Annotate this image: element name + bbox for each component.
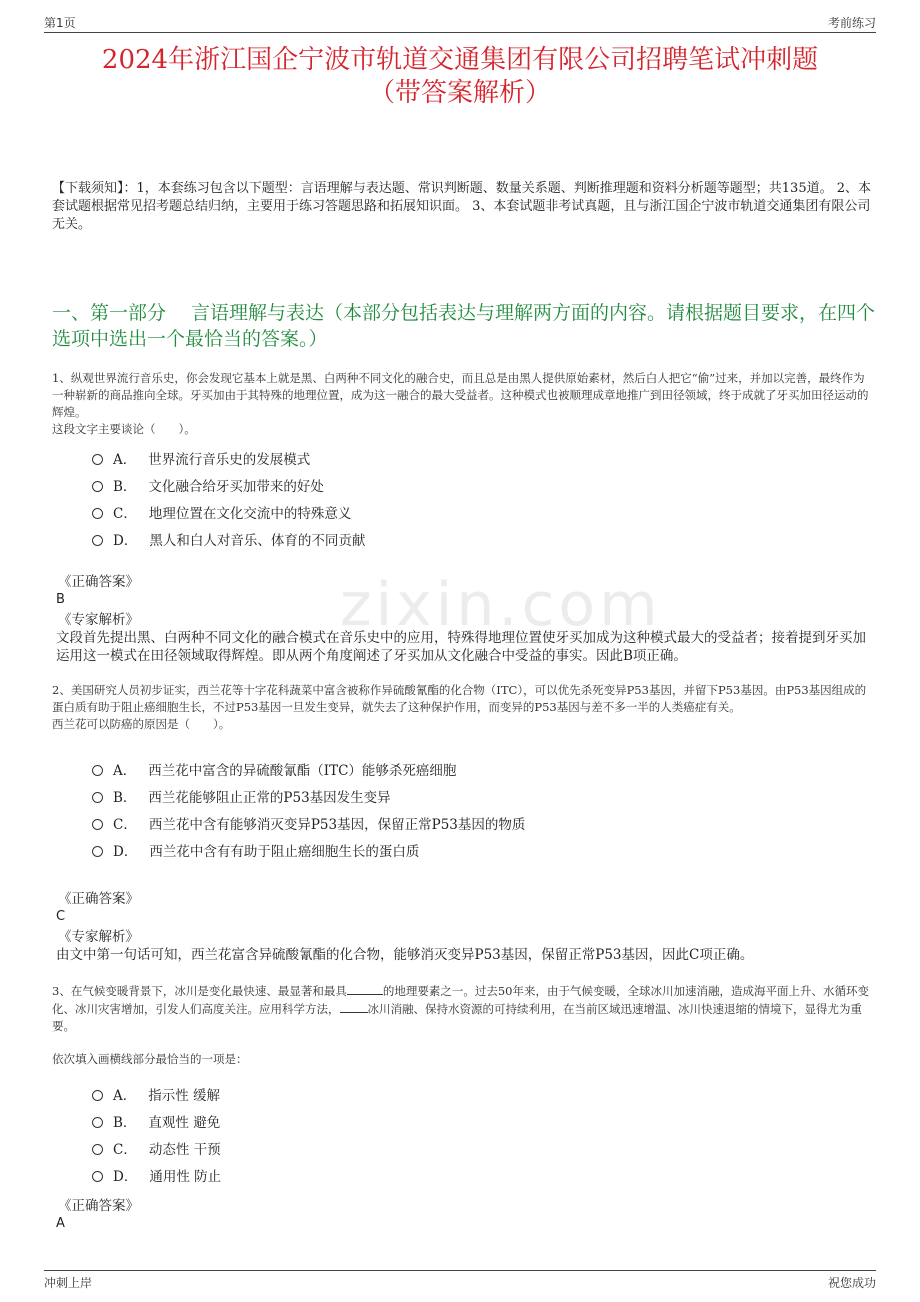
question-1-option-b[interactable]: B． 文化融合给牙买加带来的好处 (92, 477, 324, 497)
page-header (44, 14, 876, 33)
radio-icon[interactable] (92, 1171, 103, 1182)
question-1-passage: 1、纵观世界流行音乐史，你会发现它基本上就是黑、白两种不同文化的融合史，而且总是由黑人提供原始素材，然后白人把它“偷”过来，并加以完善，最终作为一种崭新的商品推向全球。牙买加由于其特殊的地理位置，成为这一融合的最大受益者。这种模式也被顺理成章地推广到田径领域，终于成就了牙买加田径运动的辉煌。 (52, 371, 869, 419)
question-3-answer-block (56, 1197, 872, 1233)
radio-icon[interactable] (92, 792, 103, 803)
question-3-answer: A (56, 1216, 65, 1231)
download-notice: 【下载须知】：1，本套练习包含以下题型：言语理解与表达题、常识判断题、数量关系题、判断推理题和资料分析题等题型；共135道。 2、本套试题根据常见招考题总结归纳，主要用于练习答题思路和拓展知识面。 3、本套试题非考试真题，且与浙江国企宁波市轨道交通集团有限公司无关。 (52, 181, 871, 232)
document-title (40, 44, 880, 110)
fill-blank-1 (347, 982, 383, 995)
question-1-analysis: 文段首先提出黑、白两种不同文化的融合模式在音乐史中的应用，特殊得地理位置使牙买加成为这种模式最大的受益者；接着提到牙买加运用这一模式在田径领域取得辉煌。即从两个角度阐述了牙买加从文化融合中受益的事实。因此B项正确。 (56, 630, 866, 664)
analysis-label: 《专家解析》 (58, 612, 139, 628)
radio-icon[interactable] (92, 508, 103, 519)
radio-icon[interactable] (92, 846, 103, 857)
analysis-label: 《专家解析》 (58, 929, 139, 945)
question-3-option-a[interactable]: A． 指示性 缓解 (92, 1086, 220, 1106)
question-2-stem (52, 682, 876, 733)
question-2-option-b[interactable]: B． 西兰花能够阻止正常的P53基因发生变异 (92, 788, 391, 808)
page-number: 第1页 (44, 16, 76, 30)
question-1-stem (52, 370, 876, 438)
radio-icon[interactable] (92, 535, 103, 546)
answer-label: 《正确答案》 (58, 574, 139, 590)
title-line-2: （带答案解析） (368, 78, 551, 108)
question-3-option-b[interactable]: B． 直观性 避免 (92, 1113, 220, 1133)
question-3-passage: 3、在气候变暖背景下，冰川是变化最快速、最显著和最具 的地理要素之一。过去50年来，由于气候变暖，全球冰川加速消融，造成海平面上升、水循环变化、冰川灾害增加，引发人们高度关注。应用科学方法， 冰川消融、保持水资源的可持续利用，在当前区域迅速增温、冰川快速退缩的情境下，显得尤为重要。 (52, 984, 869, 1033)
radio-icon[interactable] (92, 454, 103, 465)
radio-icon[interactable] (92, 765, 103, 776)
question-2-passage: 2、美国研究人员初步证实，西兰花等十字花科蔬菜中富含被称作异硫酸氰酯的化合物（ITC），可以优先杀死变异P53基因，并留下P53基因。由P53基因组成的蛋白质有助于阻止癌细胞生长，不过P53基因一旦发生变异，就失去了这种保护作用，而变异的P53基因与差不多一半的人类癌症有关。 (52, 683, 867, 714)
question-3-stem (52, 982, 876, 1068)
section-heading: 一、第一部分 言语理解与表达（本部分包括表达与理解两方面的内容。请根据题目要求，在四个选项中选出一个最恰当的答案。） (52, 302, 876, 350)
question-3-option-d[interactable]: D． 通用性 防止 (92, 1167, 221, 1187)
radio-icon[interactable] (92, 1090, 103, 1101)
question-1-answer: B (56, 592, 65, 607)
footer-left: 冲刺上岸 (44, 1276, 93, 1290)
question-2-analysis: 由文中第一句话可知，西兰花富含异硫酸氰酯的化合物，能够消灭变异P53基因，保留正常P53基因，因此C项正确。 (56, 947, 754, 963)
question-2-option-c[interactable]: C． 西兰花中含有能够消灭变异P53基因，保留正常P53基因的物质 (92, 815, 525, 835)
answer-label: 《正确答案》 (58, 1198, 139, 1214)
header-label: 考前练习 (827, 16, 876, 30)
watermark: zixin.com (340, 570, 662, 640)
question-2-answer: C (56, 909, 66, 924)
radio-icon[interactable] (92, 481, 103, 492)
fill-blank-2 (340, 1000, 368, 1013)
question-1-answer-block (56, 573, 872, 665)
question-2-answer-block (56, 890, 872, 964)
question-2-option-a[interactable]: A． 西兰花中富含的异硫酸氰酯（ITC）能够杀死癌细胞 (92, 761, 456, 781)
question-1-option-d[interactable]: D． 黑人和白人对音乐、体育的不同贡献 (92, 531, 365, 551)
footer-right: 祝您成功 (827, 1276, 876, 1290)
question-1-prompt: 这段文字主要谈论（ ）。 (52, 422, 196, 436)
question-1-option-a[interactable]: A． 世界流行音乐史的发展模式 (92, 450, 310, 470)
radio-icon[interactable] (92, 1144, 103, 1155)
question-3-option-c[interactable]: C． 动态性 干预 (92, 1140, 221, 1160)
answer-label: 《正确答案》 (58, 891, 139, 907)
question-2-option-d[interactable]: D． 西兰花中含有有助于阻止癌细胞生长的蛋白质 (92, 842, 419, 862)
question-2-prompt: 西兰花可以防癌的原因是（ ）。 (52, 717, 231, 731)
radio-icon[interactable] (92, 1117, 103, 1128)
title-line-1: 2024年浙江国企宁波市轨道交通集团有限公司招聘笔试冲刺题 (101, 45, 819, 75)
question-1-option-c[interactable]: C． 地理位置在文化交流中的特殊意义 (92, 504, 351, 524)
question-3-prompt: 依次填入画横线部分最恰当的一项是： (52, 1052, 248, 1066)
radio-icon[interactable] (92, 819, 103, 830)
page-footer (44, 1270, 876, 1296)
